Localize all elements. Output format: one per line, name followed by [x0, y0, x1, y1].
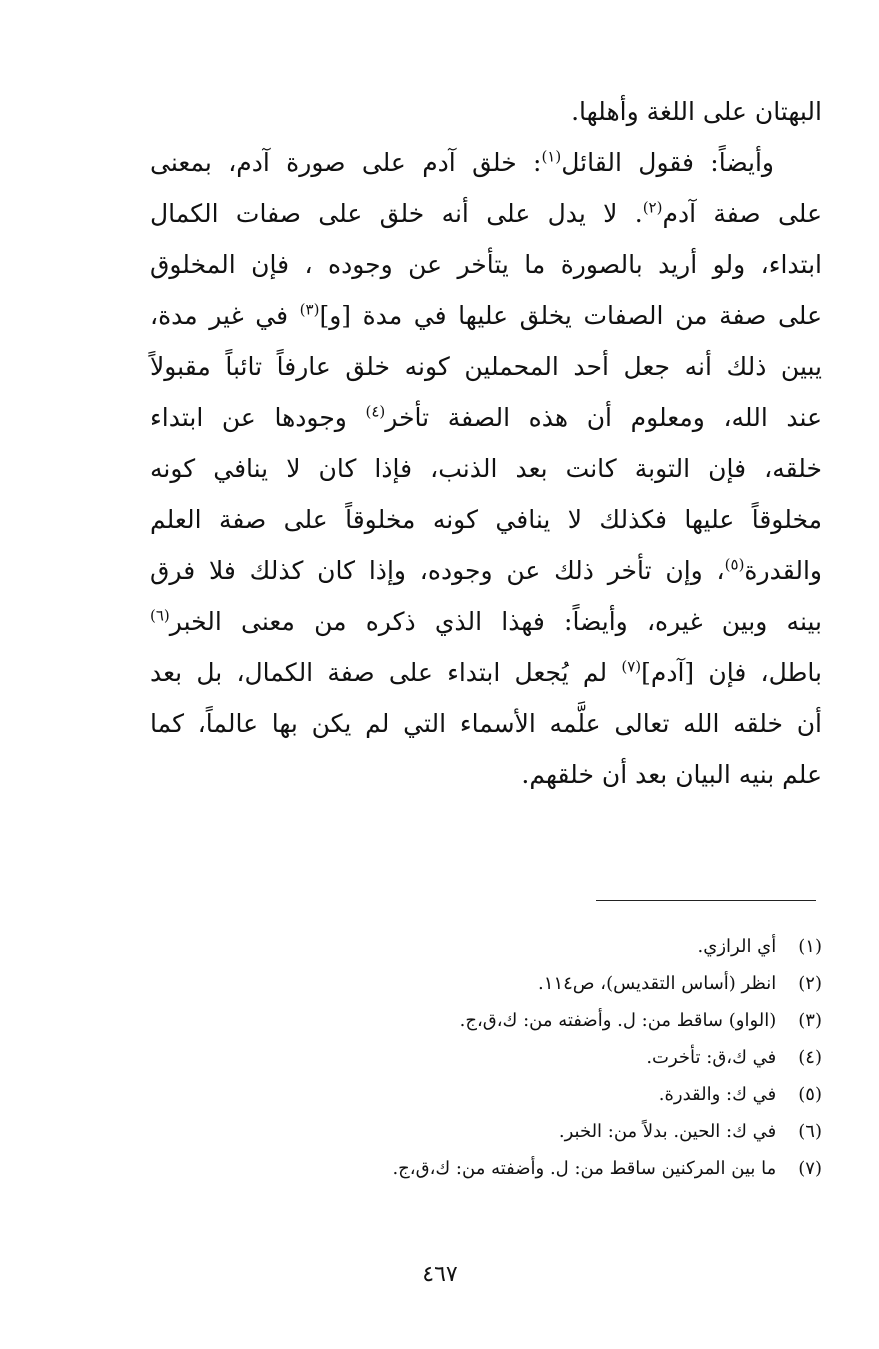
footnote-ref-7[interactable]: (٧) [621, 657, 642, 676]
footnote-4 [150, 1039, 822, 1076]
line-text: علم بنيه البيان بعد أن خلقهم. [521, 760, 822, 789]
footnote-5 [150, 1076, 822, 1113]
line-text: : خلق آدم على صورة آدم، بمعنى [150, 148, 542, 177]
text-line-6 [150, 341, 822, 392]
text-line-8 [150, 443, 822, 494]
text-line-14 [150, 749, 822, 800]
footnote-number: (٥) [798, 1084, 822, 1105]
line-text: ابتداء، ولو أريد بالصورة ما يتأخر عن وجوده ، فإن المخلوق [150, 250, 822, 279]
footnote-ref-2[interactable]: (٢) [642, 198, 663, 217]
footnote-2 [150, 965, 822, 1002]
line-text: باطل، فإن [آدم] [641, 658, 822, 687]
footnote-ref-4[interactable]: (٤) [365, 402, 386, 421]
page-number: ٤٦٧ [422, 1262, 458, 1287]
text-line-12 [150, 647, 822, 698]
footnote-1 [150, 928, 822, 965]
line-text: والقدرة [744, 556, 822, 585]
footnote-text: في ك: والقدرة. [658, 1084, 777, 1105]
footnote-7 [150, 1150, 822, 1187]
footnotes [150, 928, 822, 1187]
text-line-11 [150, 596, 822, 647]
footnote-number: (٣) [798, 1010, 822, 1031]
text-line-7 [150, 392, 822, 443]
footnote-text: في ك: الحين. بدلاً من: الخبر. [558, 1121, 777, 1142]
footnote-text: أي الرازي. [697, 936, 777, 957]
footnote-3 [150, 1002, 822, 1039]
footnote-ref-3[interactable]: (٣) [299, 300, 320, 319]
text-line-2 [150, 137, 822, 188]
line-text: ، وإن تأخر ذلك عن وجوده، وإذا كان كذلك فلا فرق [150, 556, 725, 585]
line-text: في غير مدة، [150, 301, 300, 330]
line-text: مخلوقاً عليها فكذلك لا ينافي كونه مخلوقاً على صفة العلم [150, 505, 822, 534]
text-line-3 [150, 188, 822, 239]
main-text [150, 86, 822, 800]
footnote-6 [150, 1113, 822, 1150]
line-text: البهتان على اللغة وأهلها. [571, 97, 822, 126]
line-text: يبين ذلك أنه جعل أحد المحملين كونه خلق عارفاً تائباً مقبولاً [150, 352, 822, 381]
footnote-number: (١) [798, 936, 822, 957]
line-text: عند الله، ومعلوم أن هذه الصفة تأخر [385, 403, 822, 432]
footnote-text: في ك،ق: تأخرت. [646, 1047, 777, 1068]
text-line-13 [150, 698, 822, 749]
footnote-text: انظر (أساس التقديس)، ص١١٤. [538, 973, 777, 994]
line-text: لم يُجعل ابتداء على صفة الكمال، بل بعد [150, 658, 622, 687]
line-text: أن خلقه الله تعالى علَّمه الأسماء التي لم يكن بها عالماً، كما [150, 709, 822, 738]
line-text: . لا يدل على أنه خلق على صفات الكمال [150, 199, 643, 228]
footnote-number: (٢) [798, 973, 822, 994]
footnote-ref-1[interactable]: (١) [541, 147, 562, 166]
text-line-1 [150, 86, 822, 137]
footnote-number: (٧) [798, 1158, 822, 1179]
line-text: خلقه، فإن التوبة كانت بعد الذنب، فإذا كان لا ينافي كونه [150, 454, 822, 483]
footnote-separator [596, 900, 816, 901]
line-text: وجودها عن ابتداء [150, 403, 366, 432]
footnote-number: (٦) [798, 1121, 822, 1142]
footnote-text: ما بين المركنين ساقط من: ل. وأضفته من: ك،ق،ج. [392, 1158, 777, 1179]
footnote-number: (٤) [798, 1047, 822, 1068]
text-line-4 [150, 239, 822, 290]
line-text: على صفة آدم [662, 199, 822, 228]
text-line-5 [150, 290, 822, 341]
footnote-ref-5[interactable]: (٥) [724, 555, 745, 574]
text-line-10 [150, 545, 822, 596]
footnote-ref-6[interactable]: (٦) [150, 606, 170, 625]
footnote-text: (الواو) ساقط من: ل. وأضفته من: ك،ق،ج. [459, 1010, 777, 1031]
line-text: بينه وبين غيره، وأيضاً: فهذا الذي ذكره من معنى الخبر [169, 607, 822, 636]
line-text: وأيضاً: فقول القائل [561, 148, 774, 177]
line-text: على صفة من الصفات يخلق عليها في مدة [و] [319, 301, 822, 330]
text-line-9 [150, 494, 822, 545]
